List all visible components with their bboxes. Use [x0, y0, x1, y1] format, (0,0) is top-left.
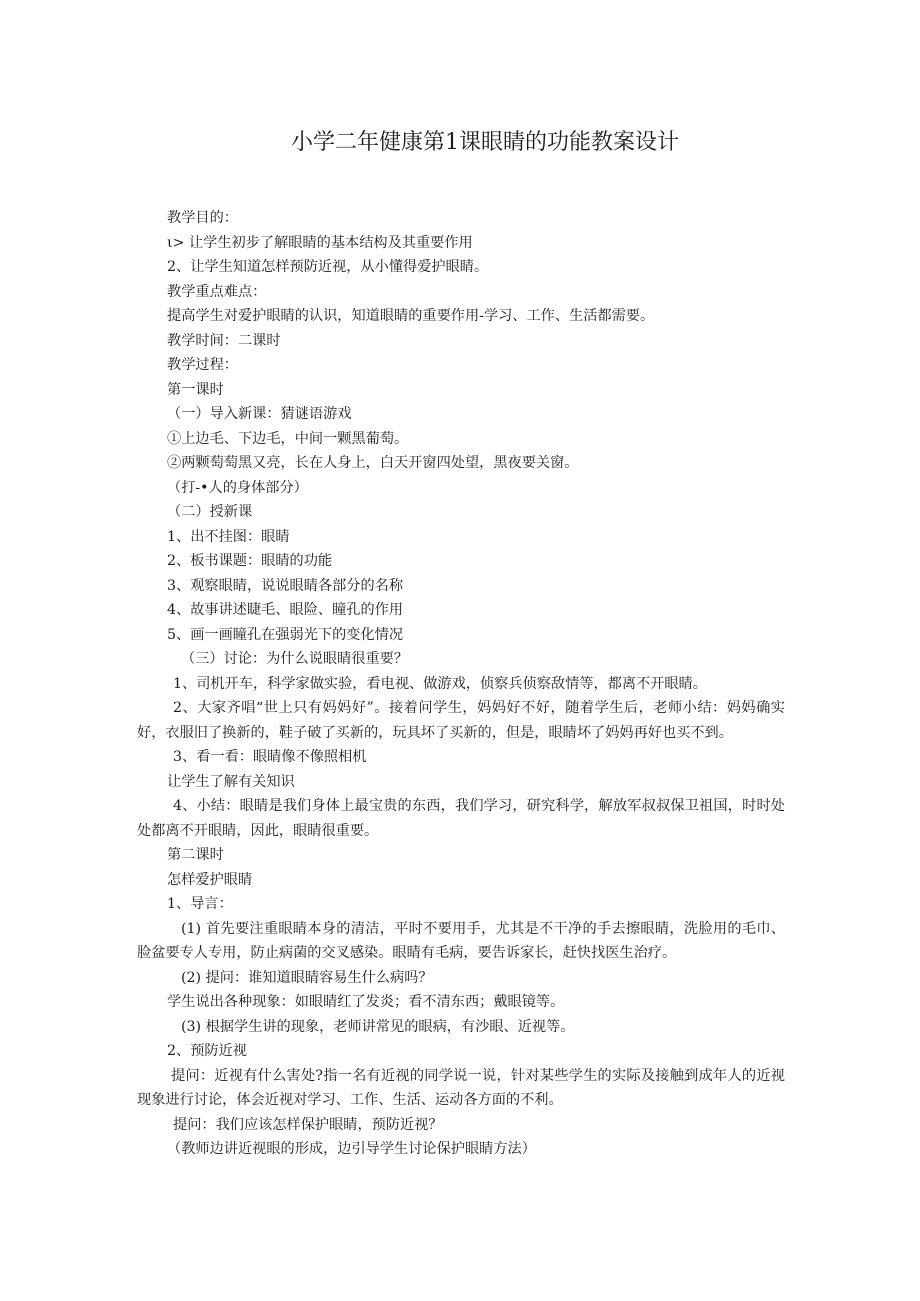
lesson-1-heading: 第一课时 — [167, 381, 224, 398]
step-1: 1、出不挂图：眼睛 — [167, 528, 290, 545]
step-5: 5、画一画瞳孔在强弱光下的变化情况 — [167, 626, 404, 643]
key-points-text: 提高学生对爱护眼睛的认识，知道眼睛的重要作用-学习、工作、生活都需要。 — [167, 308, 655, 324]
discussion-2: 2、大家齐唱“世上只有妈妈好”。接着问学生，妈妈好不好，随着学生后，老师小结：妈妈确实好，衣服旧了换新的，鞋子破了买新的，玩具坏了买新的，但是，眼睛坏了妈妈再好也买不到。 — [137, 700, 785, 741]
lesson-2-heading: 第二课时 — [167, 847, 224, 863]
document-body — [137, 206, 785, 1162]
step-4: 4、故事讲述睫毛、眼险、瞳孔的作用 — [167, 602, 404, 618]
intro-heading: 1、导言： — [167, 896, 233, 912]
intro-point-1: (1) 首先要注重眼睛本身的清洁，平时不要用手，尤其是不干净的手去擦眼睛，洗脸用的毛巾、脸盆要专人专用，防止病菌的交叉感染。眼睛有毛病，要告诉家长，赶快找医生治疗。 — [137, 920, 785, 961]
intro-point-3: (3) 根据学生讲的现象，老师讲常见的眼病，有沙眼、近视等。 — [181, 1018, 575, 1035]
discussion-3: 3、看一看：眼睛像不像照相机 — [173, 749, 367, 765]
objective-1: ι> 让学生初步了解眼睛的基本结构及其重要作用 — [167, 234, 473, 251]
riddle-2: ②两颗萄萄黑又亮，长在人身上，白天开窗四处望，黑夜要关窗。 — [167, 455, 579, 471]
objective-2: 2、让学生知道怎样预防近视，从小懂得爱护眼睛。 — [167, 259, 489, 275]
heading-objectives: 教学目的： — [167, 210, 238, 226]
section-intro: （一）导入新课：猜谜语游戏 — [167, 406, 352, 422]
heading-key-points: 教学重点难点： — [167, 283, 267, 300]
step-3: 3、观察眼睛，说说眼睛各部分的名称 — [167, 577, 404, 594]
discussion-1: 1、司机开车，科学家做实验，看电视、做游戏，侦察兵侦察敌情等，都离不开眼睛。 — [173, 675, 707, 692]
teaching-time: 教学时间：二课时 — [167, 332, 281, 349]
step-2: 2、板书课题：眼睛的功能 — [167, 553, 333, 569]
section-discussion: （三）讨论：为什么说眼睛很重要？ — [181, 651, 409, 667]
document-title: 小学二年健康第1课眼睛的功能教案设计 — [291, 130, 679, 155]
riddle-answer-hint: （打-•人的身体部分） — [167, 479, 308, 496]
lesson-2-topic: 怎样爱护眼睛 — [167, 871, 253, 888]
section-new-lesson: （二）授新课 — [167, 504, 253, 520]
heading-process: 教学过程： — [167, 357, 238, 373]
discussion-3-note: 让学生了解有关知识 — [167, 773, 295, 790]
intro-point-2: (2) 提问：谁知道眼睛容易生什么病吗？ — [181, 969, 433, 986]
student-responses: 学生说出各种现象：如眼睛红了发炎；看不清东西；戴眼镜等。 — [167, 994, 565, 1010]
teacher-note: （教师边讲近视眼的形成，边引导学生讨论保护眼睛方法） — [167, 1141, 536, 1157]
myopia-question: 提问：近视有什么害处?指一名有近视的同学说一说，针对某些学生的实际及接触到成年人的近视现象进行讨论，体会近视对学习、工作、生活、运动各方面的不利。 — [137, 1067, 785, 1108]
protect-eyes-question: 提问：我们应该怎样保护眼睛，预防近视？ — [173, 1116, 443, 1133]
prevent-myopia-heading: 2、预防近视 — [167, 1043, 247, 1059]
riddle-1: ①上边毛、下边毛，中间一颗黑葡萄。 — [167, 430, 409, 447]
discussion-summary: 4、小结：眼睛是我们身体上最宝贵的东西，我们学习，研究科学，解放军叔叔保卫祖国，时时处处都离不开眼睛，因此，眼睛很重要。 — [137, 798, 785, 839]
